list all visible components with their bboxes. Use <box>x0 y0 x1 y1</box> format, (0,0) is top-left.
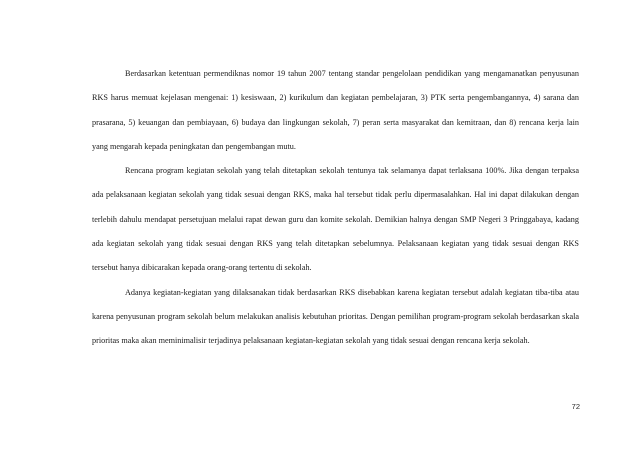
paragraph-3: Adanya kegiatan-kegiatan yang dilaksanakan tidak berdasarkan RKS disebabkan karena kegiatan tersebut adalah kegiatan tiba-tiba atau karena penyusunan program sekolah belum melakukan analisis kebutuhan prioritas. Dengan pemilihan program-program sekolah berdasarkan skala prioritas maka akan meminimalisir terjadinya pelaksanaan kegiatan-kegiatan sekolah yang tidak sesuai dengan rencana kerja sekolah. <box>92 287 579 346</box>
page-number: 72 <box>571 402 580 411</box>
body-text <box>92 62 579 354</box>
paragraph-1: Berdasarkan ketentuan permendiknas nomor 19 tahun 2007 tentang standar pengelolaan pendidikan yang mengamanatkan penyusunan RKS harus memuat kejelasan mengenai: 1) kesiswaan, 2) kurikulum dan kegiatan pembelajaran, 3) PTK serta pengembangannya, 4) sarana dan prasarana, 5) keuangan dan pembiayaan, 6) budaya dan lingkungan sekolah, 7) peran serta masyarakat dan kemitraan, dan 8) rencana kerja lain yang mengarah kepada peningkatan dan pengembangan mutu. <box>92 69 579 151</box>
paragraph-2: Rencana program kegiatan sekolah yang telah ditetapkan sekolah tentunya tak selamanya dapat terlaksana 100%. Jika dengan terpaksa ada pelaksanaan kegiatan sekolah yang tidak sesuai dengan RKS, maka hal tersebut tidak perlu dipermasalahkan. Hal ini dapat dilakukan dengan terlebih dahulu mendapat persetujuan melalui rapat dewan guru dan komite sekolah. Demikian halnya dengan SMP Negeri 3 Pringgabaya, kadang ada kegiatan sekolah yang tidak sesuai dengan RKS yang telah ditetapkan sebelumnya. Pelaksanaan kegiatan yang tidak sesuai dengan RKS tersebut hanya dibicarakan kepada orang-orang tertentu di sekolah. <box>92 166 579 273</box>
